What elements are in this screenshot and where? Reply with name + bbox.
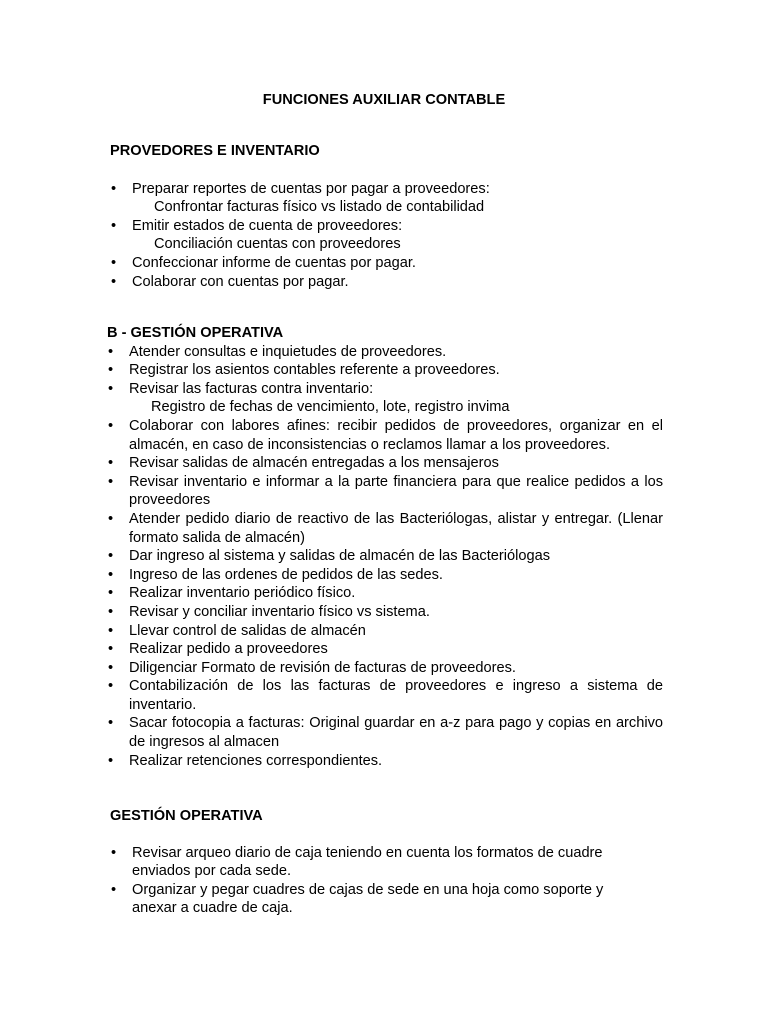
bullet-list: [107, 343, 663, 771]
section-heading: GESTIÓN OPERATIVA: [110, 808, 263, 824]
item-text: • Llevar control de salidas de almacén: [129, 622, 366, 639]
list-item: [110, 217, 666, 254]
section-proveedores-inventario: [110, 142, 666, 291]
list-item: [110, 273, 666, 292]
item-text: • Revisar y conciliar inventario físico vs sistema.: [129, 603, 430, 620]
list-item: [107, 361, 663, 380]
list-item: [107, 622, 663, 641]
item-text: • Registrar los asientos contables referente a proveedores.: [129, 362, 500, 379]
list-item: [110, 844, 630, 881]
list-item: [110, 180, 666, 217]
document-title: FUNCIONES AUXILIAR CONTABLE: [262, 92, 506, 108]
sub-item-text: Conciliación cuentas con proveedores: [154, 236, 401, 253]
list-item: [107, 417, 663, 454]
item-text: • Revisar las facturas contra inventario:: [129, 380, 374, 397]
item-text: • Revisar inventario e informar a la parte financiera para que realice pedidos a los proveedores: [129, 473, 663, 509]
list-item: [110, 254, 666, 273]
section-heading: PROVEDORES E INVENTARIO: [110, 143, 320, 159]
list-item: [107, 677, 663, 714]
item-text: • Realizar inventario periódico físico.: [129, 585, 356, 602]
section-heading: B - GESTIÓN OPERATIVA: [107, 325, 284, 341]
item-text: • Emitir estados de cuenta de proveedores:: [132, 217, 403, 234]
list-item: [107, 547, 663, 566]
list-item: [110, 881, 630, 918]
list-item: [107, 510, 663, 547]
list-item: [107, 752, 663, 771]
item-text: • Atender pedido diario de reactivo de las Bacteriólogas, alistar y entregar. (Llenar formato salida de almacén): [129, 510, 663, 546]
list-item: [107, 659, 663, 678]
bullet-list: [110, 844, 630, 918]
item-text: • Organizar y pegar cuadres de cajas de sede en una hoja como soporte y anexar a cuadre de caja.: [132, 881, 604, 917]
item-text: • Colaborar con labores afines: recibir pedidos de proveedores, organizar en el almacén, en caso de inconsistencias o reclamos llamar a los proveedores.: [129, 417, 663, 453]
sub-item-text: Confrontar facturas físico vs listado de contabilidad: [154, 199, 485, 216]
item-text: • Colaborar con cuentas por pagar.: [132, 273, 349, 290]
list-item: [107, 584, 663, 603]
list-item: [107, 640, 663, 659]
bullet-list: [110, 180, 666, 292]
item-text: • Ingreso de las ordenes de pedidos de las sedes.: [129, 566, 443, 583]
item-text: • Realizar pedido a proveedores: [129, 641, 328, 658]
item-text: • Preparar reportes de cuentas por pagar a proveedores:: [132, 180, 490, 197]
item-text: • Atender consultas e inquietudes de proveedores.: [129, 343, 447, 360]
list-item: [107, 603, 663, 622]
item-text: • Sacar fotocopia a facturas: Original guardar en a-z para pago y copias en archivo de ingresos al almacen: [129, 715, 663, 751]
item-text: • Revisar salidas de almacén entregadas a los mensajeros: [129, 455, 499, 472]
item-text: • Diligenciar Formato de revisión de facturas de proveedores.: [129, 659, 516, 676]
item-text: • Revisar arqueo diario de caja teniendo en cuenta los formatos de cuadre enviados por cada sede.: [132, 844, 603, 880]
sub-item-text: Registro de fechas de vencimiento, lote, registro invima: [151, 399, 510, 416]
list-item: [107, 380, 663, 417]
list-item: [107, 454, 663, 473]
item-text: • Dar ingreso al sistema y salidas de almacén de las Bacteriólogas: [129, 548, 550, 565]
list-item: [107, 714, 663, 751]
section-gestion-operativa: [110, 807, 666, 918]
item-text: • Confeccionar informe de cuentas por pagar.: [132, 254, 416, 271]
list-item: [107, 343, 663, 362]
list-item: [107, 473, 663, 510]
list-item: [107, 566, 663, 585]
item-text: • Realizar retenciones correspondientes.: [129, 752, 383, 769]
item-text: • Contabilización de los las facturas de proveedores e ingreso a sistema de inventario.: [129, 678, 663, 713]
section-gestion-operativa-b: [107, 324, 663, 770]
